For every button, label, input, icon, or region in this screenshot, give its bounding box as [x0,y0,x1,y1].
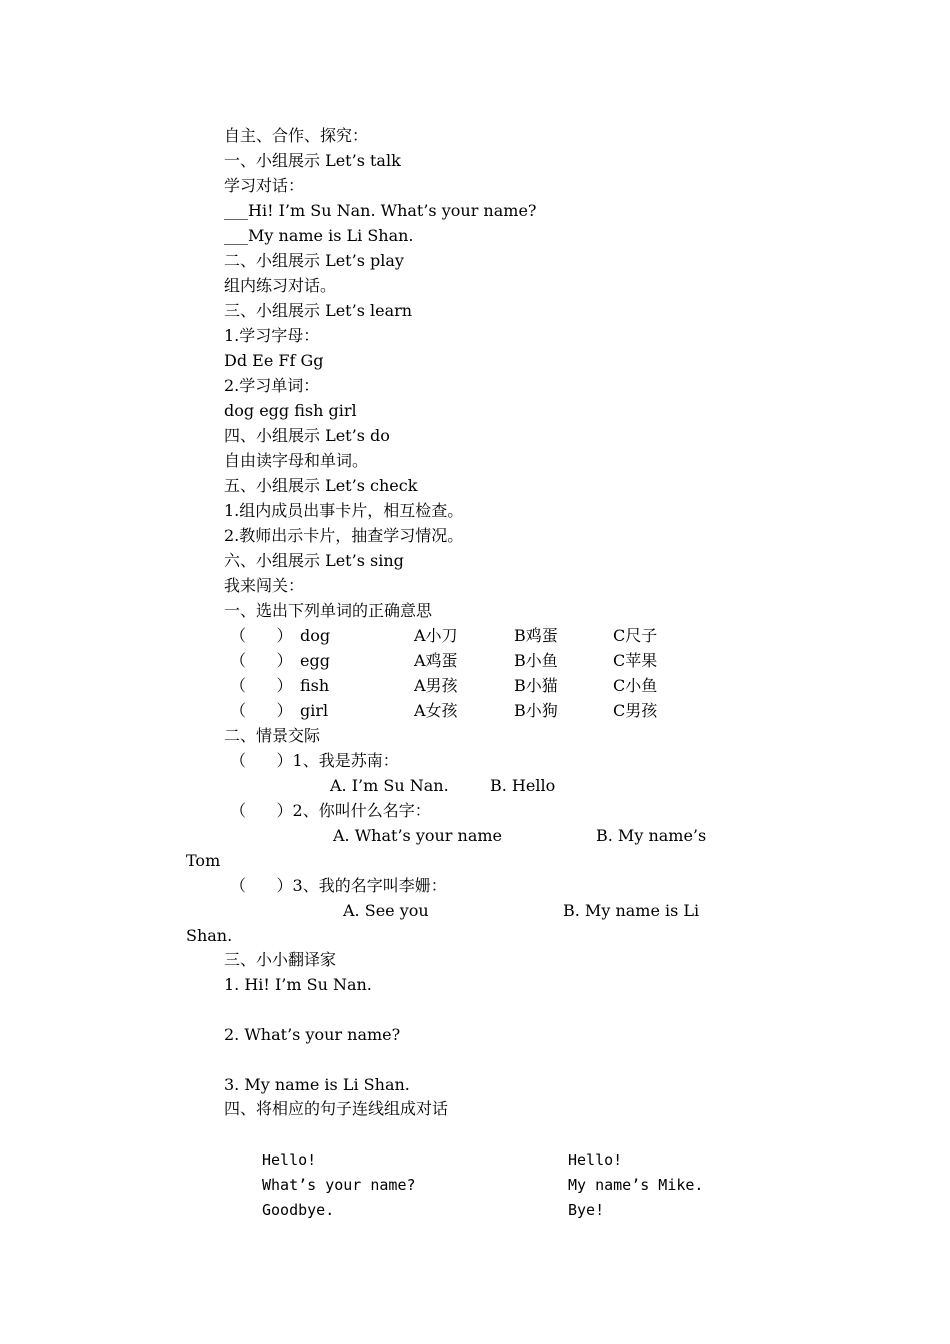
translate-sentence: 2. What’s your name? [224,1025,401,1044]
question-item: （ ）3、我的名字叫李姗： [230,876,447,895]
exercise-heading: 二、情景交际 [224,726,321,745]
translate-sentence: 1. Hi! I’m Su Nan. [224,975,372,994]
answer-blank: （ ） [230,701,293,720]
exercise-heading: 一、选出下列单词的正确意思 [224,601,433,620]
option-a: A小刀 [414,626,458,645]
exercise-word: fish [300,676,330,695]
text-line: 自由读字母和单词。 [224,451,369,470]
group-show-check: 五、小组展示 Let’s check [224,476,418,495]
exercise-heading: 三、小小翻译家 [224,950,337,969]
group-show-learn: 三、小组展示 Let’s learn [224,301,413,320]
group-show-do: 四、小组展示 Let’s do [224,426,390,445]
option-a: A男孩 [414,676,458,695]
left-sentence: Goodbye. [262,1201,335,1219]
section-heading: 自主、合作、探究： [224,126,369,145]
translate-sentence: 3. My name is Li Shan. [224,1075,410,1094]
answer-blank: （ ） [230,651,293,670]
option-c: C男孩 [613,701,658,720]
option-a: A. See you [343,901,429,920]
answer-blank: （ ） [230,676,293,695]
option-b: B鸡蛋 [514,626,558,645]
option-b: B小鱼 [514,651,558,670]
question-item: （ ）2、你叫什么名字： [230,801,431,820]
option-c: C苹果 [613,651,658,670]
option-a: A. I’m Su Nan. [330,776,449,795]
text-line: 1.学习字母： [224,326,320,345]
question-item: （ ）1、我是苏南： [230,751,399,770]
option-b: B小狗 [514,701,558,720]
option-b-continued: Shan. [186,926,233,945]
group-show-sing: 六、小组展示 Let’s sing [224,551,404,570]
answer-blank: （ ） [230,626,293,645]
text-line: 组内练习对话。 [224,276,337,295]
exercise-word: dog [300,626,331,645]
text-line: 2.教师出示卡片，抽查学习情况。 [224,526,464,545]
right-sentence: Hello! [568,1151,623,1169]
option-b: B. Hello [490,776,556,795]
group-show-talk: 一、小组展示 Let’s talk [224,151,401,170]
words-line: dog egg fish girl [224,401,357,420]
right-sentence: Bye! [568,1201,605,1219]
option-a: A女孩 [414,701,458,720]
group-show-play: 二、小组展示 Let’s play [224,251,404,270]
option-b: B. My name is Li [563,901,700,920]
option-b: B. My name’s [596,826,707,845]
text-line: 我来闯关： [224,576,305,595]
right-sentence: My name’s Mike. [568,1176,704,1194]
left-sentence: What’s your name? [262,1176,416,1194]
letters-line: Dd Ee Ff Gg [224,351,324,370]
dialog-line: ___Hi! I’m Su Nan. What’s your name? [224,201,537,220]
option-a: A. What’s your name [333,826,503,845]
exercise-heading: 四、将相应的句子连线组成对话 [224,1099,449,1118]
left-sentence: Hello! [262,1151,317,1169]
text-line: 1.组内成员出事卡片，相互检查。 [224,501,464,520]
option-b: B小猫 [514,676,558,695]
exercise-word: egg [300,651,330,670]
option-b-continued: Tom [186,851,221,870]
exercise-word: girl [300,701,329,720]
option-c: C尺子 [613,626,658,645]
text-line: 2.学习单词： [224,376,320,395]
text-line: 学习对话： [224,176,305,195]
dialog-line: ___My name is Li Shan. [224,226,414,245]
option-a: A鸡蛋 [414,651,458,670]
option-c: C小鱼 [613,676,658,695]
